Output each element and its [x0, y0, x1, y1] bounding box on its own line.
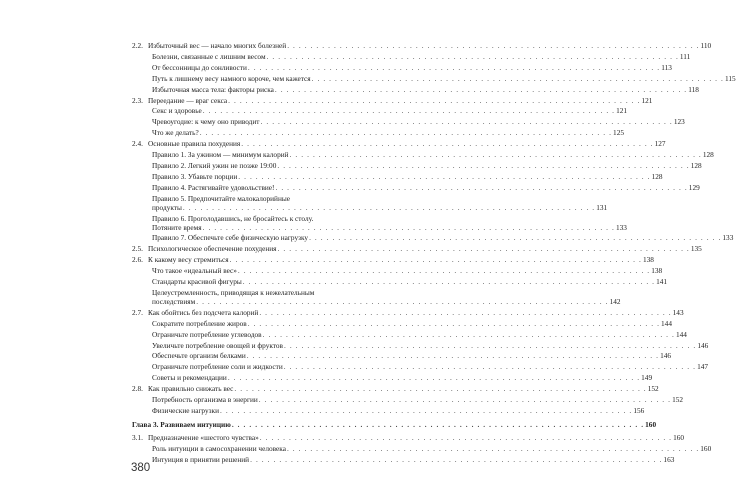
- section-number: 2.7.: [132, 307, 143, 317]
- entry-title-line: Целеустремленность, приводящая к нежелательным: [152, 287, 315, 297]
- entry-title: Правило 7. Обеспечьте себе физическую нагрузку: [152, 233, 309, 243]
- entry-page-number: 128: [690, 160, 702, 170]
- dot-leader: . . . . . . . . . . . . . . . . . . . . . . . . . . . . . . . . . . . . . . . . . . . . . . . . . . . . . . . . . . . . . . . . . . . . . . .: [309, 233, 722, 243]
- entry-page-number: 141: [656, 277, 668, 286]
- entry-title: Болезни, связанные с лишним весом: [152, 51, 266, 61]
- entry-page-number: 121: [616, 106, 628, 116]
- dot-leader: . . . . . . . . . . . . . . . . . . . . . . . . . . . . . . . . . . . . . . . . . . . . . . . . . . . . . . . . . . . . . . . . . . . . . . .: [259, 307, 672, 317]
- entry-title: Правило 3. Убавьте порции: [152, 171, 238, 181]
- dot-leader: . . . . . . . . . . . . . . . . . . . . . . . . . . . . . . . . . . . . . . . . . . . . . . . . . . . . . . . . . . . . . . . . . . . . . . .: [237, 266, 651, 276]
- entry-page-number: 115: [724, 73, 736, 83]
- entry-title: Что же делать?: [152, 128, 199, 138]
- entry-page-number: 133: [615, 222, 627, 232]
- section-number: 2.6.: [132, 255, 143, 265]
- entry-page-number: 146: [697, 340, 709, 350]
- entry-page-number: 128: [702, 150, 714, 159]
- entry-page-number: 127: [654, 139, 666, 149]
- dot-leader: . . . . . . . . . . . . . . . . . . . . . . . . . . . . . . . . . . . . . . . . . . . . . . . . . . . . . . . . . . . . . . . . . . . . . . .: [287, 41, 700, 50]
- entry-page-number: 163: [663, 454, 675, 464]
- entry-title: Увеличьте потребление овощей и фруктов: [152, 340, 283, 350]
- entry-title: Основные правила похудения: [148, 139, 241, 149]
- entry-title: Правило 4. Растягивайте удовольствие!: [152, 182, 275, 192]
- dot-leader: . . . . . . . . . . . . . . . . . . . . . . . . . . . . . . . . . . . . . . . . . . . . . . . . . . . . . . . . . . . . . . . . . . . . . . .: [228, 95, 641, 105]
- dot-leader: . . . . . . . . . . . . . . . . . . . . . . . . . . . . . . . . . . . . . . . . . . . . . . . . . . . . . . . . . . . . . . . . . . . . . . .: [283, 340, 697, 350]
- dot-leader: . . . . . . . . . . . . . . . . . . . . . . . . . . . . . . . . . . . . . . . . . . . . . . . . . . . . . . . . . . . . . . . . . . . . . . .: [259, 432, 673, 442]
- entry-page-number: 146: [660, 351, 672, 361]
- dot-leader: . . . . . . . . . . . . . . . . . . . . . . . . . . . . . . . . . . . . . . . . . . . . . . . . . . . . . . . . . . . . . . . . . . . . . . .: [247, 62, 661, 72]
- dot-leader: . . . . . . . . . . . . . . . . . . . . . . . . . . . . . . . . . . . . . . . . . . . . . . . . . . . . . . . . . . . . . . . . . . . . . . .: [247, 318, 661, 328]
- entry-title: последствиям: [152, 296, 196, 306]
- entry-title: Роль интуиции в самосохранении человека: [152, 443, 286, 453]
- entry-title: Переедание — враг секса: [148, 95, 228, 105]
- entry-title: Правило 2. Легкий ужин не позже 19:00: [152, 160, 277, 170]
- entry-page-number: 138: [642, 255, 654, 265]
- dot-leader: . . . . . . . . . . . . . . . . . . . . . . . . . . . . . . . . . . . . . . . . . . . . . . . . . . . . . . . . . . . . . . . . . . . . . . .: [242, 277, 656, 286]
- entry-page-number: 144: [675, 329, 687, 339]
- entry-page-number: 135: [690, 244, 702, 254]
- dot-leader: . . . . . . . . . . . . . . . . . . . . . . . . . . . . . . . . . . . . . . . . . . . . . . . . . . . . . . . . . . . . . . . . . . . . . . .: [234, 384, 647, 394]
- entry-page-number: 121: [641, 95, 653, 105]
- dot-leader: . . . . . . . . . . . . . . . . . . . . . . . . . . . . . . . . . . . . . . . . . . . . . . . . . . . . . . . . . . . . . . . . . . . . . . .: [266, 51, 679, 61]
- dot-leader: . . . . . . . . . . . . . . . . . . . . . . . . . . . . . . . . . . . . . . . . . . . . . . . . . . . . . . . . . . . . . . . . . . . . . . .: [258, 395, 672, 404]
- entry-page-number: 149: [641, 373, 653, 383]
- entry-title: Обеспечьте организм белками: [152, 351, 246, 361]
- dot-leader: . . . . . . . . . . . . . . . . . . . . . . . . . . . . . . . . . . . . . . . . . . . . . . . . . . . . . . . . . . . . . . . . . . . . . . .: [238, 171, 651, 181]
- entry-title: Ограничьте потребление углеводов: [152, 329, 262, 339]
- dot-leader: . . . . . . . . . . . . . . . . . . . . . . . . . . . . . . . . . . . . . . . . . . . . . . . . . . . . . . . . . . . . . . . . . . . . . . .: [202, 222, 615, 232]
- dot-leader: . . . . . . . . . . . . . . . . . . . . . . . . . . . . . . . . . . . . . . . . . . . . . . . . . . . . . . . . . . . . . . . . . . . . . . .: [289, 150, 702, 159]
- entry-page-number: 156: [633, 405, 645, 415]
- entry-page-number: 138: [651, 266, 663, 276]
- dot-leader: . . . . . . . . . . . . . . . . . . . . . . . . . . . . . . . . . . . . . . . . . . . . . . . . . . . . . . . . . . . . . . . . . . . . . . .: [227, 373, 641, 383]
- entry-page-number: 125: [613, 128, 624, 138]
- entry-title: Предназначение «шестого чувства»: [148, 432, 259, 442]
- entry-page-number: 133: [722, 233, 734, 243]
- entry-page-number: 160: [673, 432, 685, 442]
- entry-title: Сократите потребление жиров: [152, 318, 247, 328]
- entry-title: Что такое «идеальный вес»: [152, 266, 237, 276]
- entry-page-number: 147: [697, 362, 709, 372]
- section-number: 2.3.: [132, 95, 143, 105]
- entry-title: Глава 3. Развиваем интуицию: [132, 419, 231, 429]
- entry-page-number: 152: [672, 395, 684, 404]
- section-number: 3.1.: [132, 432, 143, 442]
- entry-title: Как правильно снижать вес: [148, 384, 234, 394]
- dot-leader: . . . . . . . . . . . . . . . . . . . . . . . . . . . . . . . . . . . . . . . . . . . . . . . . . . . . . . . . . . . . . . . . . . . . . . .: [219, 405, 633, 415]
- entry-page-number: 143: [672, 307, 684, 317]
- entry-title: продукты: [152, 202, 182, 212]
- section-number: 2.5.: [132, 244, 143, 254]
- dot-leader: . . . . . . . . . . . . . . . . . . . . . . . . . . . . . . . . . . . . . . . . . . . . . . . . . . . . . . . . . . . . . . . . . . . . . . .: [275, 182, 688, 192]
- entry-page-number: 118: [688, 84, 699, 94]
- entry-title: Интуиция в принятии решений: [152, 454, 250, 464]
- section-number: 2.8.: [132, 384, 143, 394]
- dot-leader: . . . . . . . . . . . . . . . . . . . . . . . . . . . . . . . . . . . . . . . . . . . . . . . . . . . . . . . . . . . . . . . . . . . . . . .: [262, 329, 675, 339]
- entry-page-number: 113: [661, 62, 672, 72]
- entry-title: Как обойтись без подсчета калорий: [148, 307, 259, 317]
- section-number: 2.4.: [132, 139, 143, 149]
- entry-page-number: 111: [679, 51, 691, 61]
- dot-leader: . . . . . . . . . . . . . . . . . . . . . . . . . . . . . . . . . . . . . . . . . . . . . . . . . . . . . . . . . . . . . . . . . . . . . . .: [246, 351, 660, 361]
- entry-page-number: 131: [596, 202, 608, 212]
- entry-title: От бессонницы до сонливости: [152, 62, 247, 72]
- entry-title: Правило 1. За ужином — минимум калорий: [152, 150, 289, 159]
- entry-page-number: 128: [651, 171, 663, 181]
- page-number: 380: [131, 462, 151, 474]
- entry-title-line: Правило 5. Предпочитайте малокалорийные: [152, 193, 290, 203]
- entry-title: Путь к лишнему весу намного короче, чем кажется: [152, 73, 311, 83]
- entry-title: Избыточная масса тела: факторы риска: [152, 84, 274, 94]
- entry-page-number: 160: [700, 443, 712, 453]
- entry-title-line: Правило 6. Проголодавшись, не бросайтесь к столу.: [152, 213, 314, 223]
- entry-title: Советы и рекомендации: [152, 373, 227, 383]
- entry-page-number: 123: [673, 117, 685, 127]
- entry-page-number: 144: [661, 318, 672, 328]
- dot-leader: . . . . . . . . . . . . . . . . . . . . . . . . . . . . . . . . . . . . . . . . . . . . . . . . . . . . . . . . . . . . . . . . . . . . . . .: [260, 117, 673, 127]
- dot-leader: . . . . . . . . . . . . . . . . . . . . . . . . . . . . . . . . . . . . . . . . . . . . . . . . . . . . . . . . . . . . . . . . . . . . . . .: [274, 84, 688, 94]
- section-number: 2.2.: [132, 41, 143, 50]
- dot-leader: . . . . . . . . . . . . . . . . . . . . . . . . . . . . . . . . . . . . . . . . . . . . . . . . . . . . . . . . . . . . . . . . . . . . . . .: [277, 244, 690, 254]
- dot-leader: . . . . . . . . . . . . . . . . . . . . . . . . . . . . . . . . . . . . . . . . . . . . . . . . . . . . . . . . . . . . . . . . . . . . . . .: [286, 443, 700, 453]
- entry-page-number: 160: [645, 419, 657, 429]
- entry-title: Чревоугодие: к чему оно приводит: [152, 117, 260, 127]
- entry-page-number: 152: [647, 384, 659, 394]
- entry-page-number: 142: [609, 296, 621, 306]
- entry-page-number: 129: [688, 182, 700, 192]
- dot-leader: . . . . . . . . . . . . . . . . . . . . . . . . . . . . . . . . . . . . . . . . . . . . . . . . . . . . . . . . . . . . . . . . . . . . . . .: [277, 160, 690, 170]
- dot-leader: . . . . . . . . . . . . . . . . . . . . . . . . . . . . . . . . . . . . . . . . . . . . . . . . . . . . . . . . . . . . . . . . . . . . . . .: [199, 128, 613, 138]
- dot-leader: . . . . . . . . . . . . . . . . . . . . . . . . . . . . . . . . . . . . . . . . . . . . . . . . . . . . . . . . . . . . . . . . . . . . . . .: [202, 106, 616, 116]
- dot-leader: . . . . . . . . . . . . . . . . . . . . . . . . . . . . . . . . . . . . . . . . . . . . . . . . . . . . . . . . . . . . . . . . . . . . . . .: [283, 362, 697, 372]
- dot-leader: . . . . . . . . . . . . . . . . . . . . . . . . . . . . . . . . . . . . . . . . . . . . . . . . . . . . . . . . . . . . . . . . . . . . . . .: [182, 202, 596, 212]
- entry-title: Потяните время: [152, 222, 202, 232]
- entry-title: Избыточный вес — начало многих болезней: [148, 41, 287, 50]
- dot-leader: . . . . . . . . . . . . . . . . . . . . . . . . . . . . . . . . . . . . . . . . . . . . . . . . . . . . . . . . . . . . . . . . . . . . . . .: [196, 296, 609, 306]
- entry-title: Физические нагрузки: [152, 405, 219, 415]
- dot-leader: . . . . . . . . . . . . . . . . . . . . . . . . . . . . . . . . . . . . . . . . . . . . . . . . . . . . . . . . . . . . . . . . . . . . . . .: [231, 419, 645, 429]
- entry-title: Ограничьте потребление соли и жидкости: [152, 362, 283, 372]
- entry-title: К какому весу стремиться: [148, 255, 229, 265]
- dot-leader: . . . . . . . . . . . . . . . . . . . . . . . . . . . . . . . . . . . . . . . . . . . . . . . . . . . . . . . . . . . . . . . . . . . . . . .: [229, 255, 642, 265]
- entry-title: Стандарты красивой фигуры: [152, 277, 242, 286]
- entry-title: Потребность организма в энергии: [152, 395, 258, 404]
- dot-leader: . . . . . . . . . . . . . . . . . . . . . . . . . . . . . . . . . . . . . . . . . . . . . . . . . . . . . . . . . . . . . . . . . . . . . . .: [250, 454, 663, 464]
- entry-title: Психологическое обеспечение похудения: [148, 244, 277, 254]
- entry-title: Секс и здоровье: [152, 106, 202, 116]
- entry-page-number: 110: [700, 41, 712, 50]
- dot-leader: . . . . . . . . . . . . . . . . . . . . . . . . . . . . . . . . . . . . . . . . . . . . . . . . . . . . . . . . . . . . . . . . . . . . . . .: [311, 73, 724, 83]
- dot-leader: . . . . . . . . . . . . . . . . . . . . . . . . . . . . . . . . . . . . . . . . . . . . . . . . . . . . . . . . . . . . . . . . . . . . . . .: [241, 139, 654, 149]
